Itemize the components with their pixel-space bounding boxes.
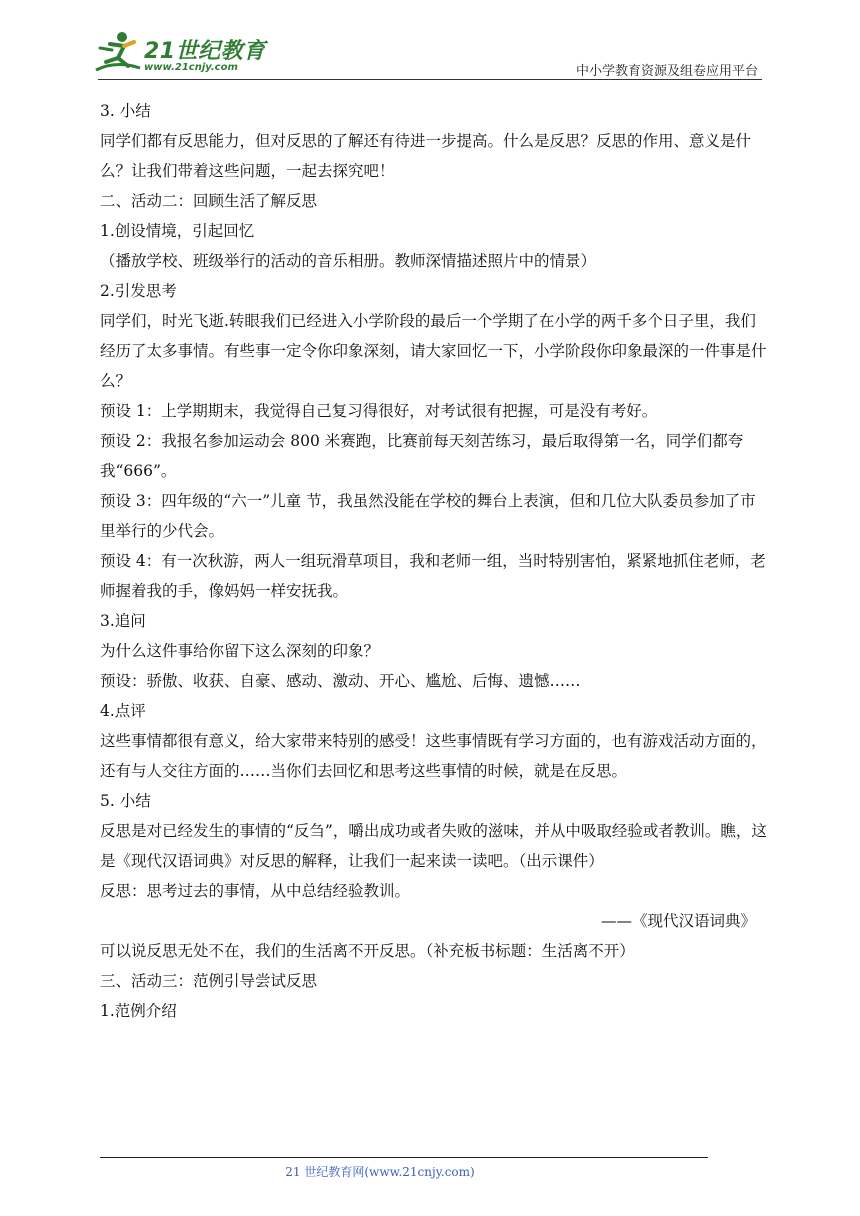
preset-2: 预设 2：我报名参加运动会 800 米赛跑，比赛前每天刻苦练习，最后取得第一名，同学们都夸我“666”。	[100, 432, 744, 480]
step-comment-heading: 4.点评	[100, 702, 146, 720]
conclusion-paragraph: 可以说反思无处不在，我们的生活离不开反思。（补充板书标题：生活离不开）	[100, 942, 635, 960]
preset-3: 预设 3：四年级的“六一”儿童 节，我虽然没能在学校的舞台上表演，但和几位大队委员参加了市里举行的少代会。	[100, 492, 756, 540]
header-platform-title: 中小学教育资源及组卷应用平台	[575, 64, 758, 79]
summary-paragraph: 同学们都有反思能力，但对反思的了解还有待进一步提高。什么是反思？反思的作用、意义是什么？让我们带着这些问题，一起去探究吧！	[100, 132, 752, 180]
comment-paragraph: 这些事情都很有意义，给大家带来特别的感受！这些事情既有学习方面的，也有游戏活动方面的，还有与人交往方面的……当你们去回忆和思考这些事情的时候，就是在反思。	[100, 732, 767, 780]
activity-two-heading: 二、活动二：回顾生活了解反思	[100, 192, 318, 210]
preset-4: 预设 4：有一次秋游，两人一组玩滑草项目，我和老师一组，当时特别害怕，紧紧地抓住老师，老师握着我的手，像妈妈一样安抚我。	[100, 552, 766, 600]
step-follow-up-heading: 3.追问	[100, 612, 146, 630]
prompt-thinking-paragraph: 同学们，时光飞逝.转眼我们已经进入小学阶段的最后一个学期了在小学的两千多个日子里，我们经历了太多事情。有些事一定令你印象深刻，请大家回忆一下，小学阶段你印象最深的一件事是什么？	[100, 312, 767, 390]
section-summary-heading: 3. 小结	[100, 102, 151, 120]
page-header	[0, 0, 860, 90]
dictionary-citation: ——《现代汉语词典》	[600, 912, 756, 930]
dictionary-definition: 反思：思考过去的事情，从中总结经验教训。	[100, 882, 411, 900]
music-album-note: （播放学校、班级举行的活动的音乐相册。教师深情描述照片中的情景）	[100, 252, 597, 270]
activity-three-heading: 三、活动三：范例引导尝试反思	[100, 972, 318, 990]
step-prompt-thinking-heading: 2.引发思考	[100, 282, 177, 300]
follow-up-preset: 预设：骄傲、收获、自豪、感动、激动、开心、尴尬、后悔、遗憾……	[100, 672, 581, 690]
logo-url-text: www.21cnjy.com	[144, 62, 238, 73]
step-create-scene-heading: 1.创设情境，引起回忆	[100, 222, 255, 240]
reflection-paragraph: 反思是对已经发生的事情的“反刍”，嚼出成功或者失败的滋味，并从中吸取经验或者教训。瞧，这是《现代汉语词典》对反思的解释，让我们一起来读一读吧。（出示课件）	[100, 822, 767, 870]
step-example-intro-heading: 1.范例介绍	[100, 1002, 177, 1020]
runner-logo-icon	[92, 30, 144, 76]
site-logo[interactable]	[92, 30, 292, 80]
document-body	[100, 96, 768, 1026]
follow-up-question: 为什么这件事给你留下这么深刻的印象？	[100, 642, 380, 660]
footer-site-link[interactable]: 21 世纪教育网(www.21cnjy.com)	[285, 1165, 475, 1179]
footer-divider	[100, 1157, 708, 1158]
preset-1: 预设 1：上学期期末，我觉得自己复习得很好，对考试很有把握，可是没有考好。	[100, 402, 658, 420]
logo-brand-text: 21世纪教育	[144, 39, 266, 64]
header-divider	[98, 79, 762, 80]
step-summary-heading: 5. 小结	[100, 792, 151, 810]
